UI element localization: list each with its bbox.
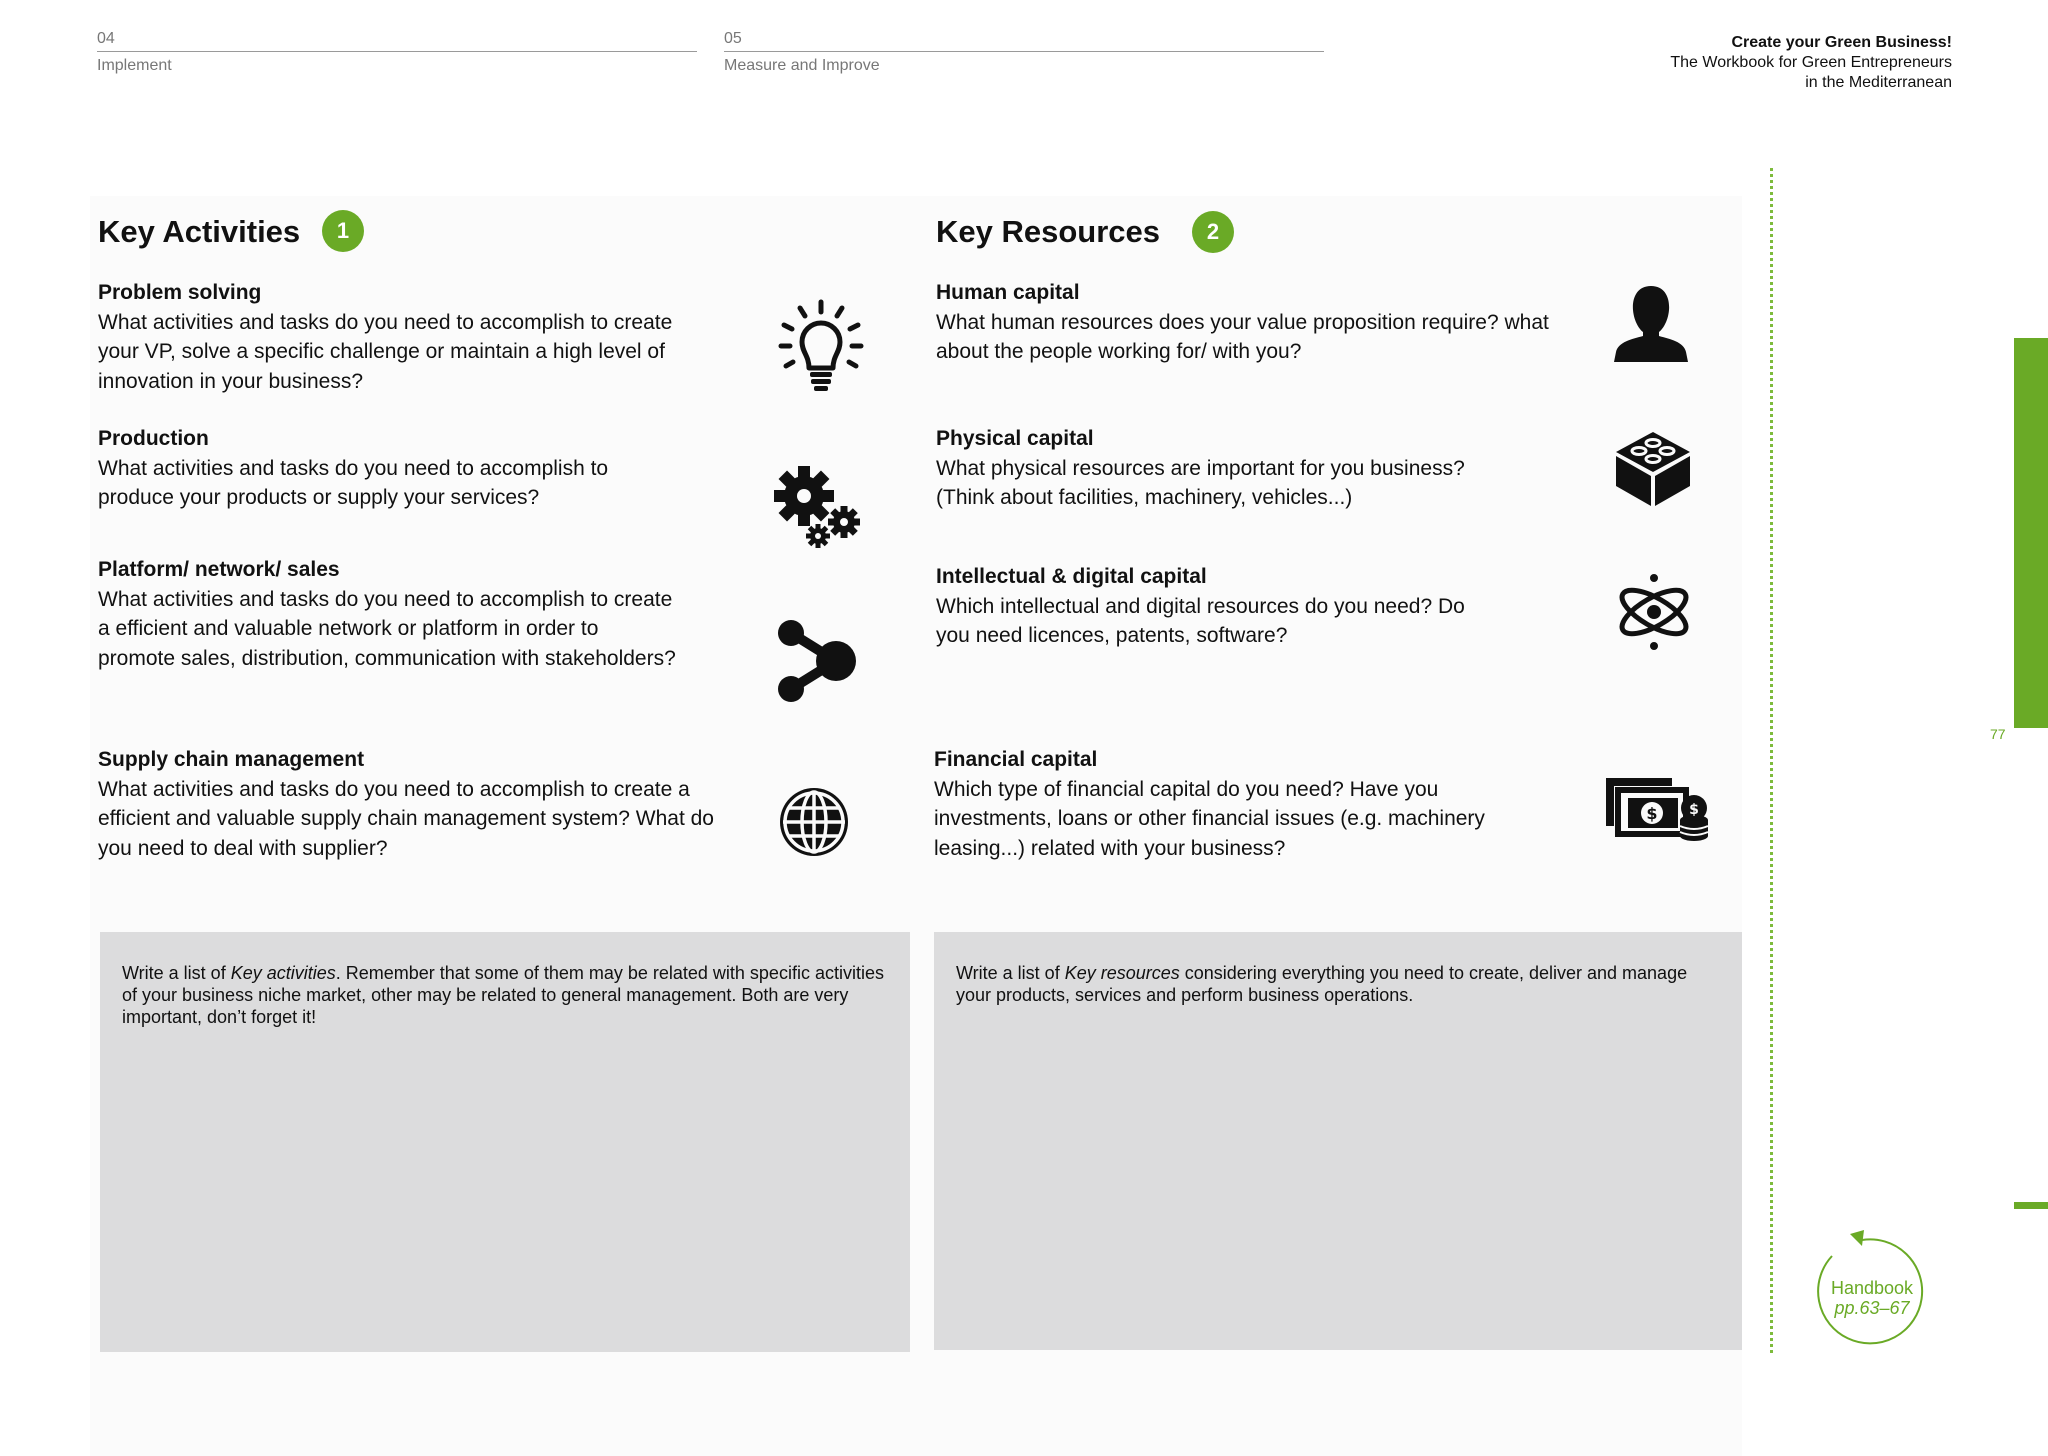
activity-title: Platform/ network/ sales bbox=[98, 558, 340, 581]
svg-text:$: $ bbox=[1646, 804, 1658, 823]
book-subtitle-line2: in the Mediterranean bbox=[1805, 74, 1952, 91]
activity-text: What activities and tasks do you need to accomplish to produce your products or supply your services? bbox=[98, 456, 609, 509]
handbook-pages: pp.63–67 bbox=[1834, 1298, 1910, 1318]
book-subtitle-line1: The Workbook for Green Entrepreneurs bbox=[1670, 54, 1952, 71]
resource-human-capital bbox=[936, 278, 1556, 367]
money-icon bbox=[1604, 776, 1710, 842]
nav-04-label[interactable]: Implement bbox=[97, 57, 172, 74]
resource-financial-capital bbox=[934, 745, 1514, 863]
writebox-prompt-em: Key activities bbox=[230, 963, 336, 983]
activity-production bbox=[98, 424, 678, 513]
writebox-prompt-pre: Write a list of bbox=[122, 963, 231, 983]
activity-title: Production bbox=[98, 427, 209, 450]
activity-text: What activities and tasks do you need to accomplish to create a efficient and valuable network or platform in order to promote sales, distribution, communication with stakeholders? bbox=[98, 587, 676, 670]
nav-05-divider bbox=[724, 51, 1324, 52]
nav-04-divider bbox=[97, 51, 697, 52]
resource-physical-capital bbox=[936, 424, 1496, 513]
handbook-reference-text bbox=[1810, 1278, 1934, 1318]
key-activities-writebox[interactable] bbox=[100, 932, 910, 1352]
key-activities-title: Key Activities bbox=[98, 214, 301, 249]
resource-title: Human capital bbox=[936, 281, 1080, 304]
resource-title: Physical capital bbox=[936, 427, 1094, 450]
activity-text: What activities and tasks do you need to accomplish to create your VP, solve a specific challenge or maintain a high level of innovation in your business? bbox=[98, 310, 673, 393]
resource-title: Intellectual & digital capital bbox=[936, 565, 1207, 588]
nav-05-number: 05 bbox=[724, 30, 742, 47]
writebox-prompt-pre: Write a list of bbox=[956, 963, 1065, 983]
section-tick-marker bbox=[2014, 1202, 2048, 1209]
resource-text: Which intellectual and digital resources do you need? Do you need licences, patents, software? bbox=[936, 594, 1465, 647]
resource-text: Which type of financial capital do you need? Have you investments, loans or other financial issues (e.g. machinery leasing...) related with your business? bbox=[934, 777, 1485, 860]
share-network-icon bbox=[776, 618, 858, 704]
lightbulb-icon bbox=[776, 298, 866, 394]
resource-intellectual-digital-capital bbox=[936, 562, 1496, 651]
activity-title: Problem solving bbox=[98, 281, 262, 304]
key-resources-writebox[interactable] bbox=[934, 932, 1742, 1350]
activity-text: What activities and tasks do you need to accomplish to create a efficient and valuable supply chain management system? What do you need to deal with supplier? bbox=[98, 777, 714, 860]
writebox-prompt-em: Key resources bbox=[1064, 963, 1180, 983]
book-title-block bbox=[1670, 33, 1952, 93]
globe-icon bbox=[778, 786, 850, 858]
page-number: 77 bbox=[1990, 726, 2006, 742]
key-activities-badge: 1 bbox=[322, 210, 364, 252]
building-block-icon bbox=[1614, 428, 1692, 508]
gears-icon bbox=[772, 466, 864, 552]
person-icon bbox=[1612, 284, 1690, 362]
resource-text: What physical resources are important for you business? (Think about facilities, machinery, vehicles...) bbox=[936, 456, 1465, 509]
key-resources-title: Key Resources bbox=[936, 214, 1161, 249]
handbook-label: Handbook bbox=[1830, 1278, 1914, 1298]
book-title: Create your Green Business! bbox=[1731, 34, 1952, 51]
key-resources-badge: 2 bbox=[1192, 211, 1234, 253]
svg-text:$: $ bbox=[1689, 802, 1699, 818]
resource-text: What human resources does your value proposition require? what about the people working for/ with you? bbox=[936, 310, 1549, 363]
nav-05-label[interactable]: Measure and Improve bbox=[724, 57, 880, 74]
activity-supply-chain bbox=[98, 745, 718, 863]
writebox-prompt-post: . Remember that some of them may be related with specific activities of your business niche market, other may be related to general management. Both are very important, don’t forget it! bbox=[122, 963, 884, 1027]
resource-title: Financial capital bbox=[934, 748, 1098, 771]
writebox-prompt-post: considering everything you need to create, deliver and manage your products, services and perform business operations. bbox=[956, 963, 1688, 1005]
activity-title: Supply chain management bbox=[98, 748, 365, 771]
nav-04-number: 04 bbox=[97, 30, 115, 47]
margin-dotted-divider bbox=[1770, 168, 1773, 1353]
chapter-tab-marker bbox=[2014, 338, 2048, 728]
activity-problem-solving bbox=[98, 278, 718, 396]
activity-platform-network-sales bbox=[98, 555, 678, 673]
atom-icon bbox=[1614, 572, 1694, 652]
